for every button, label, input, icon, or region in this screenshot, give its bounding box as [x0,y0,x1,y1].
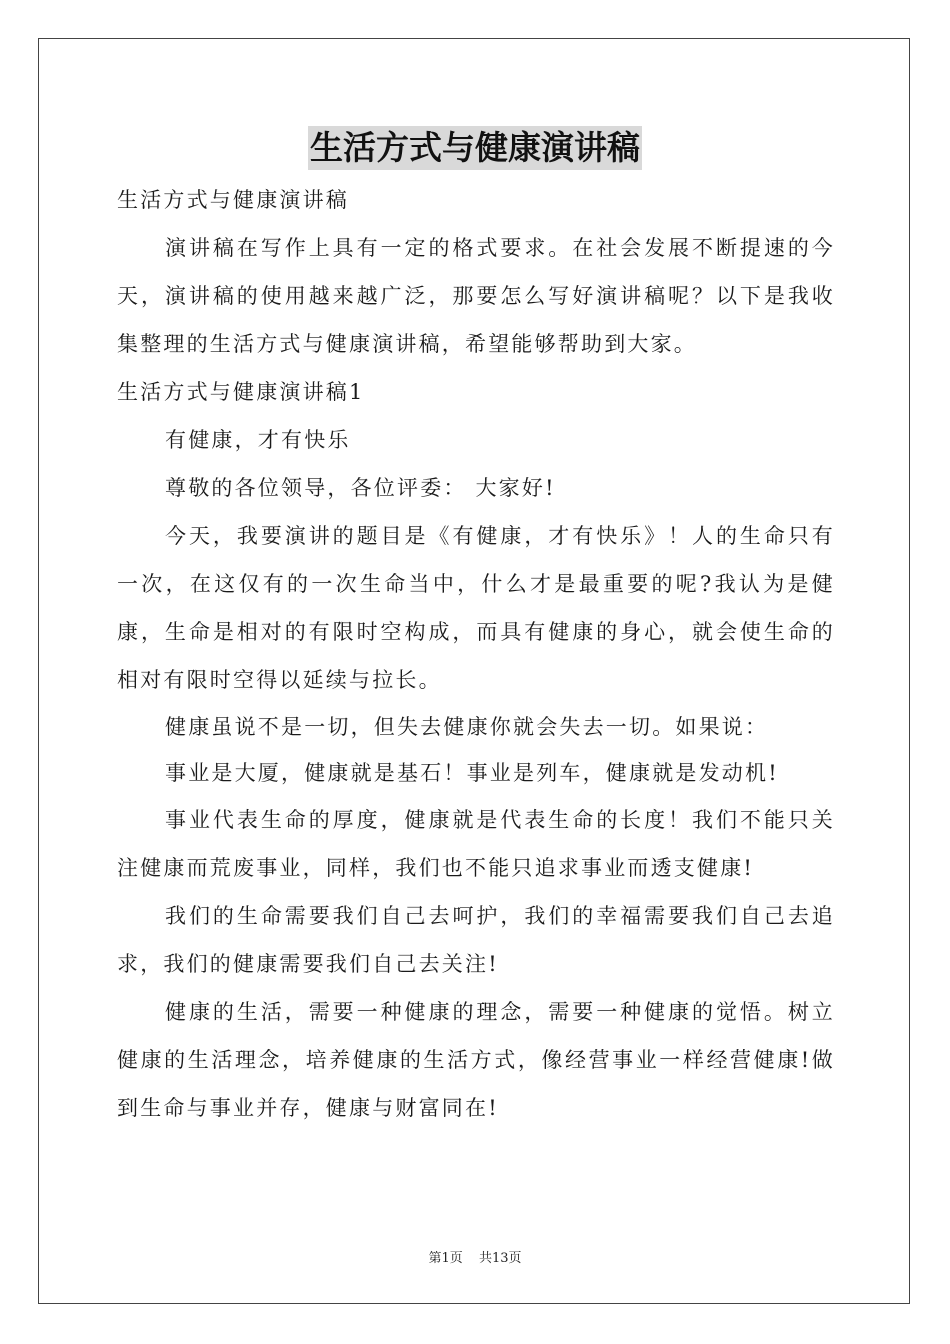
paragraph: 健康的生活，需要一种健康的理念，需要一种健康的觉悟。树立健康的生活理念，培养健康的生活方式，像经营事业一样经营健康!做到生命与事业并存，健康与财富同在! [117,1000,835,1120]
document-subtitle: 生活方式与健康演讲稿 [117,188,349,212]
section-heading: 生活方式与健康演讲稿1 [117,380,365,404]
page-number: 第1页 [428,1251,463,1266]
paragraph: 今天，我要演讲的题目是《有健康，才有快乐》！人的生命只有一次，在这仅有的一次生命当中，什么才是最重要的呢?我认为是健康，生命是相对的有限时空构成，而具有健康的身心，就会使生命的相对有限时空得以延续与拉长。 [117,524,835,692]
paragraph: 事业代表生命的厚度，健康就是代表生命的长度！我们不能只关注健康而荒废事业，同样，我们也不能只追求事业而透支健康! [117,808,835,880]
document-title: 生活方式与健康演讲稿 [308,126,642,170]
page-total: 共13页 [478,1251,522,1266]
speech-title: 有健康，才有快乐 [165,428,351,452]
paragraph: 健康虽说不是一切，但失去健康你就会失去一切。如果说： [165,715,769,739]
paragraph: 事业是大厦，健康就是基石！事业是列车，健康就是发动机! [165,761,779,785]
paragraph: 我们的生命需要我们自己去呵护，我们的幸福需要我们自己去追求，我们的健康需要我们自己去关注! [117,904,835,976]
page-footer [0,1247,950,1266]
greeting: 尊敬的各位领导，各位评委： 大家好! [165,476,556,500]
paragraph-intro: 演讲稿在写作上具有一定的格式要求。在社会发展不断提速的今天，演讲稿的使用越来越广泛，那要怎么写好演讲稿呢？以下是我收集整理的生活方式与健康演讲稿，希望能够帮助到大家。 [117,236,835,356]
title-container [0,126,950,170]
document-body [117,176,835,1132]
